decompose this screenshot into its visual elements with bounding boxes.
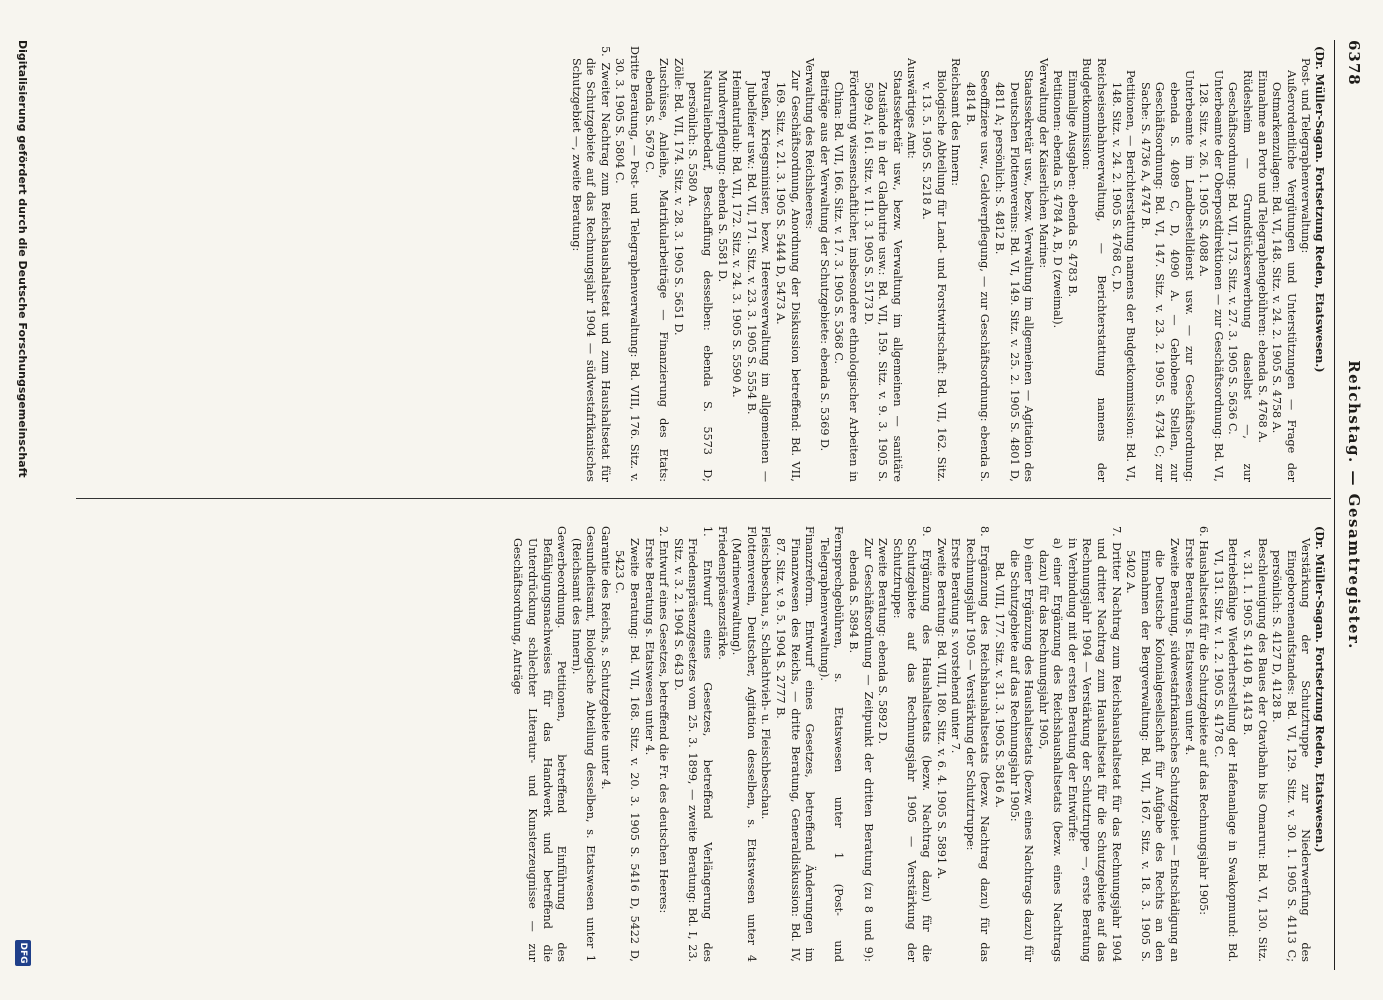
index-entry: 1. Entwurf eines Gesetzes, betreffend Verlängerung des Friedenspräsenzgesetzes vom 25. 3. 1899, — zweite Beratung: Bd. I, 23. Sitz. v. 3. 2. 1904 S. 643 D. (671, 526, 715, 962)
index-entry: Zweite Beratung: Bd. VII, 168. Sitz. v. 20. 3. 1905 S. 5416 D, 5422 D, 5423 C. (613, 538, 642, 962)
index-entry: Staatssekretär usw., bezw. Verwaltung im allgemeinen — sanitäre Zustände in der Gladbutrie usw.: Bd. VII, 159. Sitz. v. 9. 3. 1905 S. 5099 A; 161. Sitz. v. 11. 3. 1905 S. 5173 D. (861, 70, 904, 482)
header-rule (1334, 40, 1335, 970)
index-entry: Staatssekretär usw., bezw. Verwaltung im allgemeinen — Agitation des Deutschen Flottenvereins: Bd. VI, 149. Sitz. v. 25. 2. 1905 S. 4801 D, 4811 A; persönlich: S. 4812 B. (992, 70, 1036, 482)
index-entry: Beschleunigung des Baues der Otavibahn bis Omaruru: Bd. VI, 130. Sitz. v. 31. 1. 1905 S. 4140 B, 4143 B. (1241, 538, 1269, 962)
index-entry: Außerordentliche Vergütungen und Unterstützungen — Frage der Ostmarkenzulagen: Bd. VI, 148. Sitz. v. 24. 2. 1905 S. 4758 A. (1270, 70, 1298, 482)
index-entry: Zweite Beratung: ebenda S. 5892 D. (876, 538, 890, 745)
index-entry: 6. Haushaltsetat für die Schutzgebiete auf das Rechnungsjahr 1905: (1197, 526, 1211, 916)
index-entry: Auswärtiges Amt: (905, 58, 919, 159)
index-entry: Reichsamt des Innern: (949, 58, 963, 187)
index-entry: Finanzreform. Entwurf eines Gesetzes, betreffend Änderungen im Finanzwesen des Reichs, — dritte Beratung, Generaldiskussion: Bd. IV, 87. Sitz. v. 9. 5. 1904 S. 2777 B. (774, 526, 817, 962)
index-entry: Fernsprechgebühren, s. Etatswesen unter 1 (Post- und Telegraphenverwaltung). (817, 526, 846, 962)
index-entry: Verwaltung des Reichsheeres: (803, 58, 817, 230)
page-header (1339, 40, 1369, 970)
index-entry: Einnahme an Porto und Telegraphengebühren: ebenda S. 4768 A. (1255, 70, 1269, 443)
index-entry: Mundverpflegung: ebenda S. 5581 D. (715, 70, 729, 283)
left-column (77, 46, 1327, 482)
index-entry: 2. Entwurf eines Gesetzes, betreffend die Fr. des deutschen Heeres: (657, 526, 671, 914)
index-entry: Preußen, Kriegsminister, bezw. Heeresverwaltung im allgemeinen — Jubelfeier usw.: Bd. VII, 171. Sitz. v. 23. 3. 1905 S. 5554 B. (744, 70, 773, 482)
index-entry: Gesundheitsamt, Biologische Abteilung desselben, s. Etatswesen unter 1 (Reichsamt des Innern). (569, 526, 598, 962)
index-entry: Fleischbeschau, s. Schlachtvieh- u. Fleischbeschau. (759, 526, 773, 820)
index-entry: 7. Dritter Nachtrag zum Reichshaushaltsetat für das Rechnungsjahr 1904 und dritter Nachtrag zum Haushaltsetat für die Schutzgebiete auf das Rechnungsjahr 1904 — Verstärkung der Schutztruppe —, erste Beratung in Verbindung mit der ersten Beratung der Entwürfe: (1065, 526, 1123, 962)
index-entry: Gewerbeordnung. Petitionen, betreffend Einführung des Befähigungsnachweises für das Handwerk und betreffend die Unterdrückung schlechter Literatur- und Kunsterzeugnisse — zur Geschäftsordnung, Anträge (511, 526, 569, 962)
index-entry: Zölle: Bd. VII, 174. Sitz. v. 28. 3. 1905 S. 5651 D. (671, 58, 685, 336)
index-entry: Dritte Beratung, — Post- und Telegraphenverwaltung: Bd. VIII, 176. Sitz. v. 30. 3. 1905 S. 5804 C. (613, 46, 642, 482)
index-entry: Verwaltung der Kaiserlichen Marine: (1036, 58, 1050, 269)
index-entry: Seeoffiziere usw., Geldverpflegung, — zur Geschäftsordnung: ebenda S. 4814 B. (963, 70, 992, 482)
funding-note: Digitalisierung gefördert durch die Deutsche Forschungsgemeinschaft (16, 40, 29, 478)
index-entry: b) einer Ergänzung des Haushaltsetats (bezw. eines Nachtrags dazu) für die Schutzgebiete auf das Rechnungsjahr 1905: (1007, 538, 1036, 962)
index-entry: Zweite Beratung: Bd. VIII, 180. Sitz. v. 6. 4. 1905 S. 5891 A. (934, 538, 948, 880)
right-column (77, 526, 1327, 962)
index-entry: Reichseisenbahnverwaltung, — Berichterstattung namens der Budgetkommission: (1080, 58, 1109, 482)
index-entry: Petitionen, — Berichterstattung namens der Budgetkommission: Bd. VI, 148. Sitz. v. 24. 2. 1905 S. 4768 C, D. (1109, 70, 1138, 482)
page-number: 6378 (1345, 40, 1363, 86)
index-entry: (Dr. Müller-Sagan. Fortsetzung Reden, Etatswesen.) (1313, 46, 1327, 373)
index-entry: Bd. VIII, 177. Sitz. v. 31. 3. 1905 S. 5816 A. (992, 562, 1006, 808)
index-entry: Unterbeamte im Landbestelldienst usw. — zur Geschäftsordnung: ebenda S. 4089 C, D, 4090 A. — Gehobene Stellen, zur Geschäftsordnung: Bd. VI, 147. Sitz. v. 23. 2. 1905 S. 4734 C; zur Sache: S. 4736 A, 4747 B. (1138, 70, 1196, 482)
index-entry: Naturalienbedarf, Beschaffung desselben: ebenda S. 5573 D; persönlich: S. 5580 A. (686, 70, 715, 482)
index-entry: Verstärkung der Schutztruppe zur Niederwerfung des Eingeborenenaufstandes: Bd. VI, 129. Sitz. v. 30. 1. 1905 S. 4113 C; persönlich: S. 4127 D, 4128 B. (1270, 538, 1313, 962)
index-entry: Post- und Telegraphenverwaltung: (1299, 58, 1313, 254)
index-entry: a) einer Ergänzung des Reichshaushaltsetats (bezw. eines Nachtrags dazu) für das Rechnungsjahr 1905, (1036, 538, 1065, 962)
index-entry: Petitionen: ebenda S. 4784 A, B, D (zweimal). (1051, 70, 1065, 329)
index-entry: Erste Beratung s. Etatswesen unter 4. (1182, 538, 1196, 756)
index-entry: Erste Beratung s. vorstehend unter 7. (949, 538, 963, 754)
column-divider (76, 498, 1331, 499)
index-entry: 5. Zweiter Nachtrag zum Reichshaushaltsetat und zum Haushaltsetat für die Schutzgebiete auf das Rechnungsjahr 1904 — südwestafrikanisches Schutzgebiet —, zweite Beratung: (569, 46, 612, 482)
index-entry: Garantie des Reichs, s. Schutzgebiete unter 4. (598, 526, 612, 790)
index-entry: Zur Geschäftsordnung — Zeitpunkt der dritten Beratung (zu 8 und 9): ebenda S. 5894 B. (847, 538, 875, 962)
index-entry: Heimaturlaub: Bd. VII, 172. Sitz. v. 24. 3. 1905 S. 5590 A. (730, 70, 744, 398)
index-entry: Betriebsfähige Wiederherstellung der Hafenanlage in Swakopmund: Bd. VI, 131. Sitz. v. 1. 2. 1905 S. 4178 C. (1211, 538, 1240, 962)
index-entry: Biologische Abteilung für Land- und Forstwirtschaft: Bd. VII, 162. Sitz. v. 13. 5. 1905 S. 5218 A. (919, 70, 948, 482)
index-entry: (Dr. Müller-Sagan. Fortsetzung Reden, Etatswesen.) (1313, 526, 1327, 853)
index-entry: Zweite Beratung, südwestafrikanisches Schutzgebiet — Entschädigung an die Deutsche Kolonialgesellschaft für Aufgabe des Rechts an den Einnahmen der Bergverwaltung: Bd. VII, 167. Sitz. v. 18. 3. 1905 S. 5402 A. (1124, 538, 1182, 962)
dfg-logo: DFG (15, 940, 31, 966)
index-entry: Unterbeamte der Oberpostdirektionen — zur Geschäftsordnung: Bd. VI, 128. Sitz. v. 26. 1. 1905 S. 4088 A. (1197, 70, 1225, 482)
index-entry: 8. Ergänzung des Reichshaushaltsetats (bezw. Nachtrag dazu) für das Rechnungsjahr 1905 — Verstärkung der Schutztruppe: (963, 526, 992, 962)
index-entry: Zur Geschäftsordnung, Anordnung der Diskussion betreffend: Bd. VII, 169. Sitz. v. 21. 3. 1905 S. 5444 D, 5473 A. (774, 70, 802, 482)
index-entry: Friedenspräsenzstärke. (715, 526, 729, 660)
index-entry: Förderung wissenschaftlicher, insbesondere ethnologischer Arbeiten in China: Bd. VII, 166. Sitz. v. 17. 3. 1905 S. 5368 C. (832, 70, 860, 482)
index-entry: Rüdesheim — Grundstückserwerbung daselbst —, zur Geschäftsordnung: Bd. VII, 173. Sitz. v. 27. 3. 1905 S. 5636 C. (1226, 70, 1255, 482)
digitization-footer (11, 40, 31, 970)
running-title: Reichstag. — Gesamtregister. (1345, 360, 1363, 650)
index-entry: Einmalige Ausgaben: ebenda S. 4783 B. (1065, 70, 1079, 298)
index-entry: 9. Ergänzung des Haushaltsetats (bezw. Nachtrag dazu) für die Schutzgebiete auf das Rechnungsjahr 1905 — Verstärkung der Schutztruppe: (890, 526, 933, 962)
index-entry: Beiträge aus der Verwaltung der Schutzgebiete: ebenda S. 5369 D. (817, 70, 831, 452)
index-entry: Erste Beratung s. Etatswesen unter 4. (642, 538, 656, 756)
index-entry: Zuschüsse, Anleihe, Matrikularbeiträge — Finanzierung des Etats: ebenda S. 5679 C. (642, 58, 671, 482)
index-entry: Flottenverein, Deutscher, Agitation desselben, s. Etatswesen unter 4 (Marineverwaltung). (730, 526, 758, 962)
